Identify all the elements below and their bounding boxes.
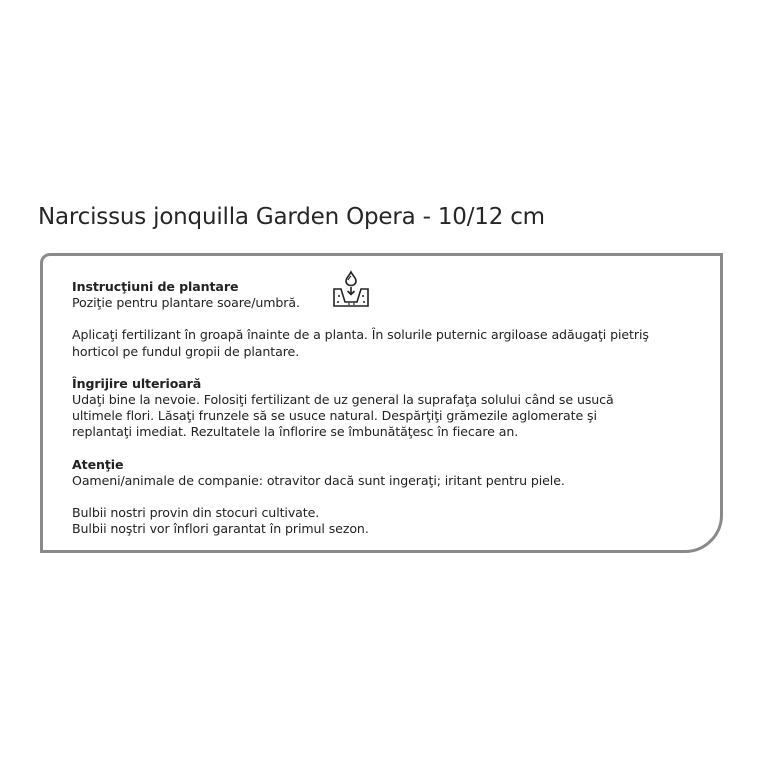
instructions-content [72, 279, 712, 537]
planting-fertilizer-line1: Aplicaţi fertilizant în groapă înainte de a planta. În solurile puternic argiloase adăugaţi pietriş [72, 327, 649, 343]
warning-heading: Atenţie [72, 456, 124, 472]
aftercare-line2: ultimele flori. Lăsaţi frunzele să se usuce natural. Despărţiţi grămezile aglomerate şi [72, 408, 597, 424]
notes-line2: Bulbii noştri vor înflori garantat în primul sezon. [72, 521, 369, 537]
page-title: Narcissus jonquilla Garden Opera - 10/12 cm [38, 204, 545, 230]
warning-text: Oameni/animale de companie: otravitor dacă sunt ingeraţi; iritant pentru piele. [72, 472, 565, 488]
aftercare-line1: Udaţi bine la nevoie. Folosiţi fertilizant de uz general la suprafaţa solului când se usucă [72, 392, 614, 408]
notes-line1: Bulbii nostri provin din stocuri cultivate. [72, 505, 320, 521]
aftercare-line3: replantaţi imediat. Rezultatele la înflorire se îmbunătăţesc în fiecare an. [72, 424, 519, 440]
planting-position: Poziţie pentru plantare soare/umbră. [72, 295, 300, 311]
planting-fertilizer-line2: horticol pe fundul gropii de plantare. [72, 343, 300, 359]
planting-heading: Instrucţiuni de plantare [72, 279, 239, 294]
aftercare-heading: Îngrijire ulterioară [72, 375, 202, 391]
